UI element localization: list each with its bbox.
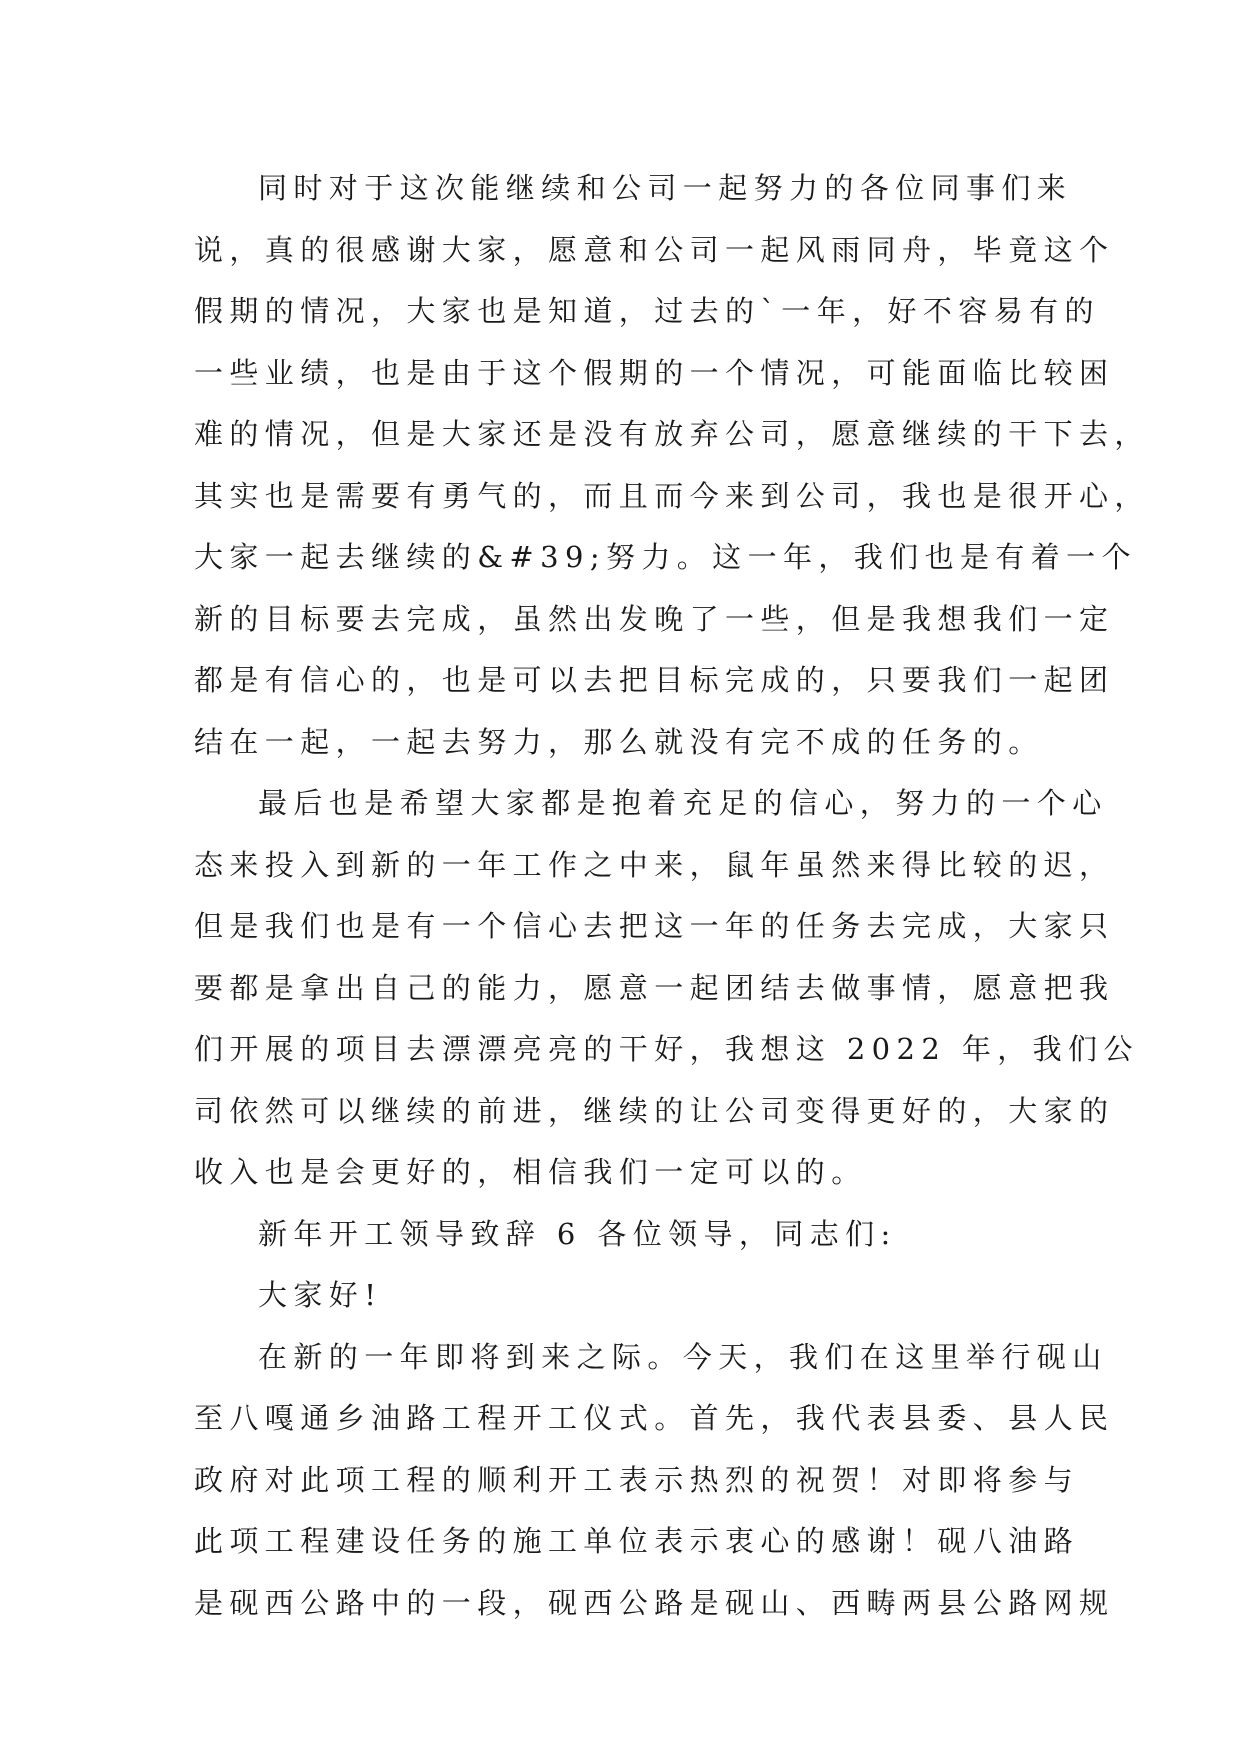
text-line: 政府对此项工程的顺利开工表示热烈的祝贺！对即将参与 bbox=[194, 1462, 1080, 1497]
greeting-line: 大家好! bbox=[258, 1278, 383, 1312]
text-line: 要都是拿出自己的能力，愿意一起团结去做事情，愿意把我 bbox=[194, 970, 1115, 1005]
text-line: 假期的情况，大家也是知道，过去的`一年，好不容易有的 bbox=[194, 294, 1100, 328]
text-line: 态来投入到新的一年工作之中来，鼠年虽然来得比较的迟， bbox=[194, 847, 1115, 882]
text-line: 其实也是需要有勇气的，而且而今来到公司，我也是很开心， bbox=[194, 478, 1150, 513]
text-line: 是砚西公路中的一段，砚西公路是砚山、西畴两县公路网规 bbox=[194, 1585, 1115, 1620]
document-body bbox=[194, 158, 1150, 1634]
text-line: 此项工程建设任务的施工单位表示衷心的感谢！砚八油路 bbox=[194, 1524, 1080, 1558]
text-line: 们开展的项目去漂漂亮亮的干好，我想这 2022 年，我们公 bbox=[194, 1032, 1139, 1066]
text-line: 但是我们也是有一个信心去把这一年的任务去完成，大家只 bbox=[194, 909, 1115, 943]
text-line: 结在一起，一起去努力，那么就没有完不成的任务的。 bbox=[194, 724, 1044, 759]
text-line: 在新的一年即将到来之际。今天，我们在这里举行砚山 bbox=[258, 1339, 1108, 1374]
text-line: 都是有信心的，也是可以去把目标完成的，只要我们一起团 bbox=[194, 663, 1115, 697]
text-line: 新的目标要去完成，虽然出发晚了一些，但是我想我们一定 bbox=[194, 601, 1115, 636]
text-line: 一些业绩，也是由于这个假期的一个情况，可能面临比较困 bbox=[194, 355, 1115, 390]
text-line: 至八嘎通乡油路工程开工仪式。首先，我代表县委、县人民 bbox=[194, 1401, 1115, 1435]
text-line: 收入也是会更好的，相信我们一定可以的。 bbox=[194, 1155, 867, 1189]
text-line: 司依然可以继续的前进，继续的让公司变得更好的，大家的 bbox=[194, 1093, 1115, 1128]
section-heading-line: 新年开工领导致辞 6 各位领导，同志们: bbox=[258, 1216, 897, 1251]
text-line: 大家一起去继续的&#39;努力。这一年，我们也是有着一个 bbox=[194, 540, 1137, 574]
text-line: 难的情况，但是大家还是没有放弃公司，愿意继续的干下去， bbox=[194, 417, 1150, 451]
text-line: 说，真的很感谢大家，愿意和公司一起风雨同舟，毕竟这个 bbox=[194, 232, 1115, 267]
text-line: 同时对于这次能继续和公司一起努力的各位同事们来 bbox=[258, 171, 1073, 205]
text-line: 最后也是希望大家都是抱着充足的信心，努力的一个心 bbox=[258, 786, 1108, 820]
